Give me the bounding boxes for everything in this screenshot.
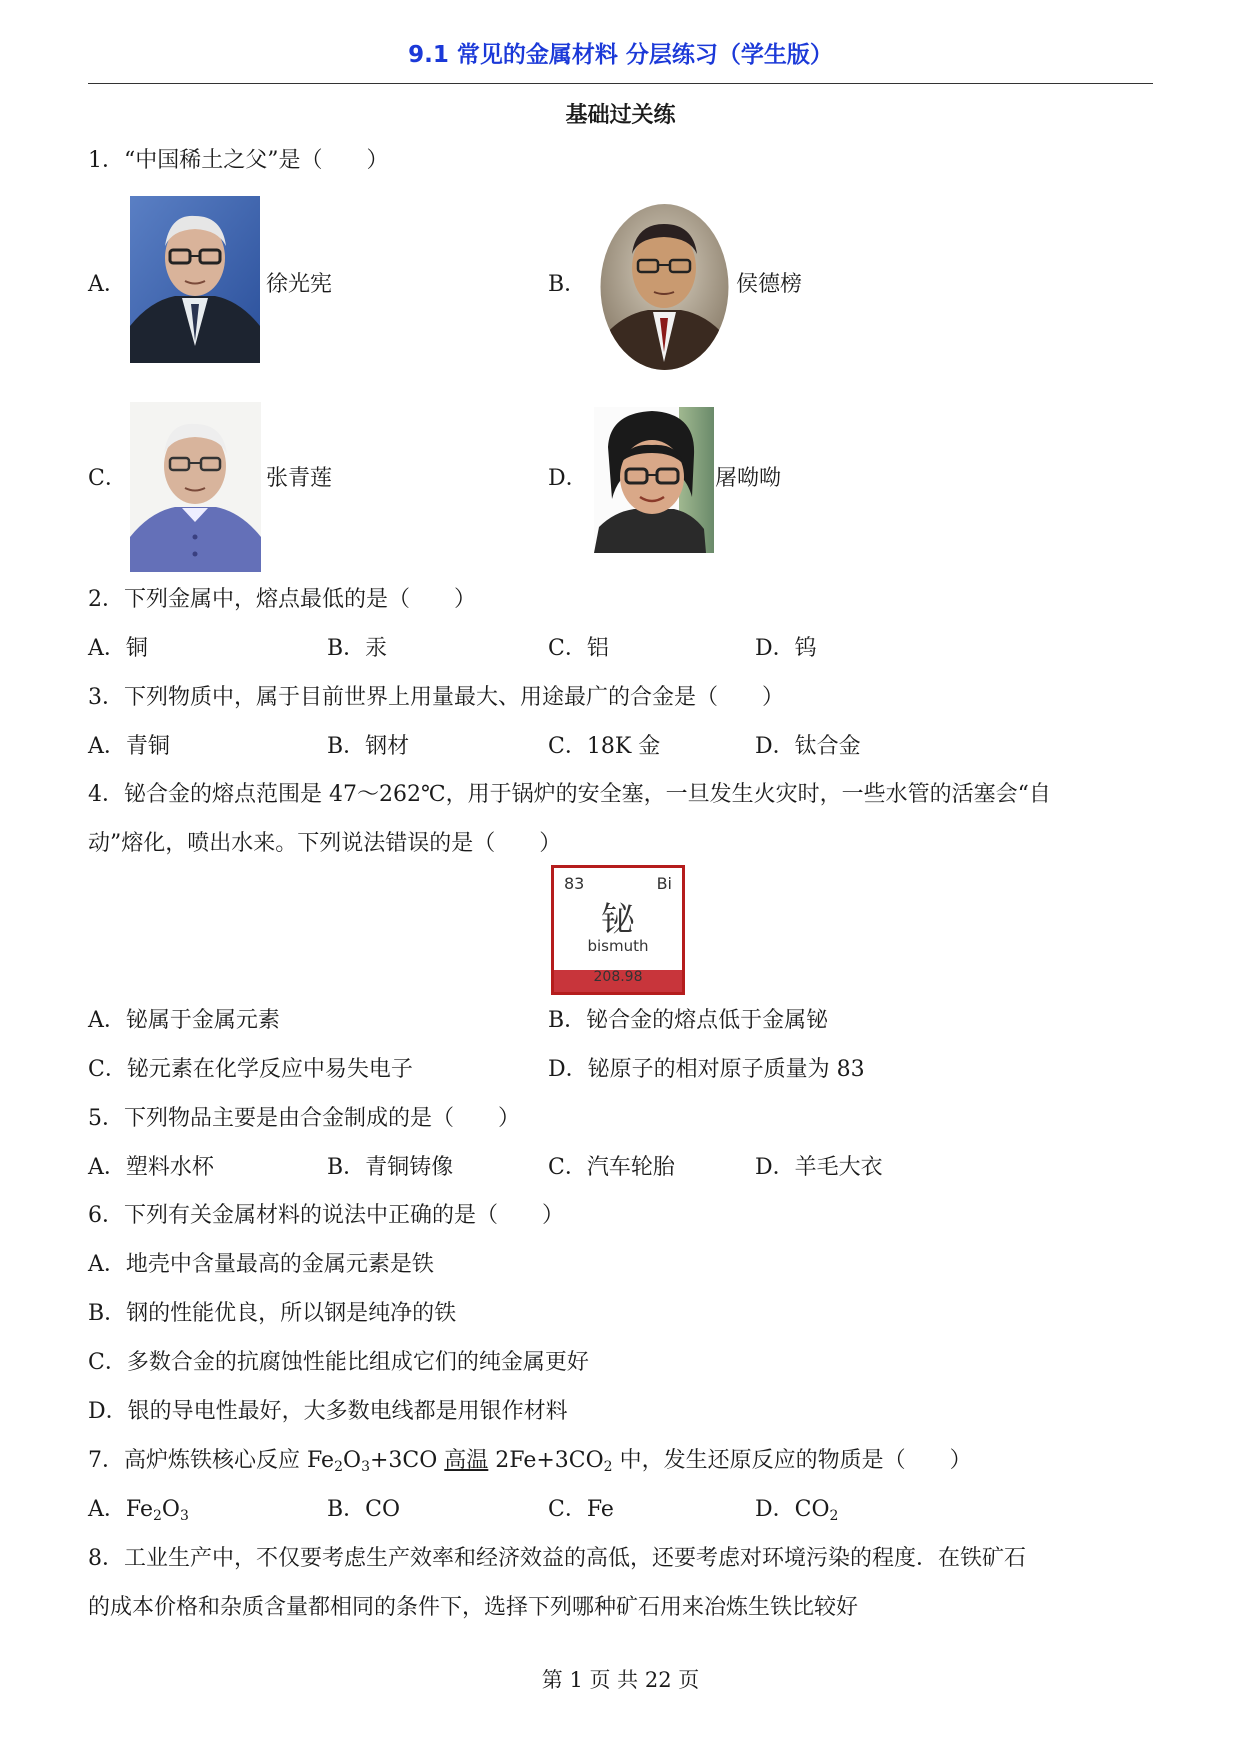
- q6-option-c: C．多数合金的抗腐蚀性能比组成它们的纯金属更好: [88, 1350, 589, 1375]
- atomic-mass: 208.98: [593, 969, 643, 985]
- q2-option-c: C．铝: [548, 636, 609, 661]
- q5-option-b: B．青铜铸像: [327, 1155, 454, 1180]
- q2-option-d: D．钨: [755, 636, 817, 661]
- q1-option-d-label: D．: [548, 466, 588, 491]
- q6-option-d: D．银的导电性最好，大多数电线都是用银作材料: [88, 1399, 568, 1424]
- question-3-stem: 3．下列物质中，属于目前世界上用量最大、用途最广的合金是（ ）: [88, 685, 784, 710]
- portrait-hou-debang: [598, 202, 731, 372]
- q7-stem-prefix: 7．高炉炼铁核心反应: [88, 1448, 307, 1473]
- q6-option-b: B．钢的性能优良，所以钢是纯净的铁: [88, 1301, 457, 1326]
- question-2-stem: 2．下列金属中，熔点最低的是（ ）: [88, 587, 476, 612]
- q4-option-c: C．铋元素在化学反应中易失电子: [88, 1057, 413, 1082]
- element-name-english: bismuth: [587, 937, 649, 955]
- question-8-stem-line-1: 8．工业生产中，不仅要考虑生产效率和经济效益的高低，还要考虑对环境污染的程度．在铁矿石: [88, 1546, 1027, 1571]
- q1-option-b-name: 侯德榜: [736, 272, 803, 297]
- question-1-stem: 1．“中国稀土之父”是（ ）: [88, 148, 389, 173]
- q2-option-b: B．汞: [327, 636, 388, 661]
- q3-option-d: D．钛合金: [755, 734, 861, 759]
- question-7-stem: 7．高炉炼铁核心反应 $Fe_2O_3+3CO$ 高温 $2Fe+3CO_2$ 中，发生还原反应的物质是（ ）: [88, 1448, 972, 1475]
- q5-option-d: D．羊毛大衣: [755, 1155, 883, 1180]
- question-4-stem-line-2: 动”熔化，喷出水来。下列说法错误的是（ ）: [88, 831, 562, 856]
- element-symbol: Bi: [656, 874, 672, 893]
- q3-option-a: A．青铜: [88, 734, 170, 759]
- q7-option-b: B．CO: [327, 1497, 401, 1522]
- q1-option-d-name: 屠呦呦: [715, 466, 782, 491]
- q7-option-d: D．$CO_2$: [755, 1497, 839, 1524]
- q4-option-d: D．铋原子的相对原子质量为 83: [548, 1057, 865, 1082]
- periodic-table-cell-bismuth: [551, 865, 685, 995]
- portrait-tu-youyou: [594, 407, 714, 553]
- q1-option-a-name: 徐光宪: [266, 272, 333, 297]
- header-divider: [88, 83, 1153, 84]
- question-4-stem-line-1: 4．铋合金的熔点范围是 47～262℃，用于锅炉的安全塞，一旦发生火灾时，一些水管的活塞会“自: [88, 782, 1051, 807]
- q7-option-c: C．Fe: [548, 1497, 614, 1522]
- q1-option-b-label: B．: [548, 272, 587, 297]
- atomic-number: 83: [564, 874, 585, 893]
- element-name-chinese: 铋: [601, 900, 635, 940]
- q4-option-b: B．铋合金的熔点低于金属铋: [548, 1008, 829, 1033]
- portrait-xu-guangxian: [130, 196, 260, 363]
- question-6-stem: 6．下列有关金属材料的说法中正确的是（ ）: [88, 1203, 564, 1228]
- q4-option-a: A．铋属于金属元素: [88, 1008, 280, 1033]
- q3-option-b: B．钢材: [327, 734, 410, 759]
- q2-option-a: A．铜: [88, 636, 148, 661]
- q7-option-a: A．$Fe_2O_3$: [88, 1497, 189, 1524]
- q1-option-c-label: C．: [88, 466, 127, 491]
- q1-option-c-name: 张青莲: [266, 466, 333, 491]
- question-5-stem: 5．下列物品主要是由合金制成的是（ ）: [88, 1106, 520, 1131]
- q5-option-c: C．汽车轮胎: [548, 1155, 675, 1180]
- q7-stem-suffix: 中，发生还原反应的物质是（ ）: [619, 1448, 972, 1473]
- q7-reaction-condition: 高温: [444, 1448, 489, 1473]
- document-title: 9.1 常见的金属材料 分层练习（学生版）: [408, 42, 833, 68]
- q3-option-c: C．18K 金: [548, 734, 661, 759]
- section-title: 基础过关练: [565, 103, 676, 128]
- q6-option-a: A．地壳中含量最高的金属元素是铁: [88, 1252, 434, 1277]
- portrait-zhang-qinglian: [130, 402, 261, 572]
- page-number: 第 1 页 共 22 页: [541, 1668, 700, 1692]
- question-8-stem-line-2: 的成本价格和杂质含量都相同的条件下，选择下列哪种矿石用来冶炼生铁比较好: [88, 1595, 859, 1620]
- q1-option-a-label: A．: [88, 272, 126, 297]
- q5-option-a: A．塑料水杯: [88, 1155, 214, 1180]
